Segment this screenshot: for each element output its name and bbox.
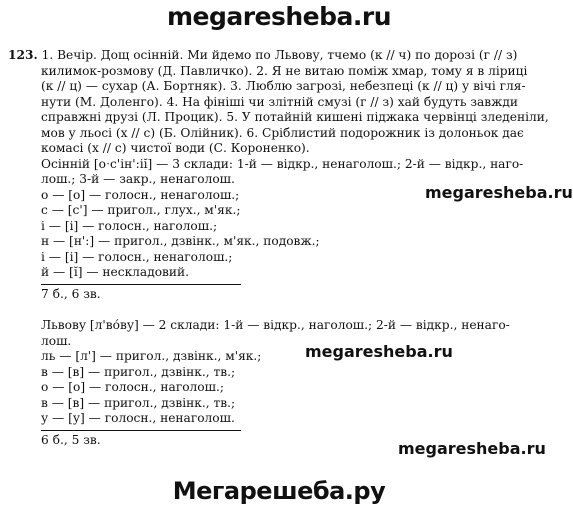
site-footer: Мегарешеба.ру	[172, 477, 386, 505]
analysis-line: у — [у] — голосн., ненаголош.	[41, 411, 235, 425]
analysis-line: в — [в] — пригол., дзвінк., тв.;	[41, 364, 236, 379]
exercise-number: 123.	[8, 48, 38, 62]
exercise-line: (к // ц) — сухар (А. Бортняк). 3. Люблю загрозі, небезпеці (к // ц) у вічі гля-	[41, 79, 526, 93]
analysis-line: лош.; 3-й — закр., ненаголош.	[41, 172, 235, 186]
analysis-line: і — [і] — голосн., наголош.;	[41, 218, 218, 233]
sound-count: 7 б., 6 зв.	[41, 286, 101, 301]
analysis-line: і — [і] — голосн., ненаголош.;	[41, 249, 233, 264]
exercise-line: нути (М. Доленго). 4. На фініші чи злітній смузі (г // з) хай будуть завжди	[41, 94, 518, 109]
sound-count: 6 б., 5 зв.	[41, 432, 101, 447]
analysis-line: й — [ĭ] — нескладовий.	[41, 265, 190, 279]
watermark: megaresheba.ru	[425, 183, 573, 202]
analysis-line: о — [о] — голосн., наголош.;	[41, 380, 224, 394]
analysis-line: Львову [л'во́ву] — 2 склади: 1-й — відкр., наголош.; 2-й — відкр., ненаго-	[41, 318, 510, 332]
analysis-line: Осінній [оˑс'ін':іĭ] — 3 склади: 1-й — відкр., ненаголош.; 2-й — відкр., наго-	[41, 156, 524, 171]
analysis-line: н — [н':] — пригол., дзвінк., м'як., подовж.;	[41, 234, 320, 248]
exercise-line	[8, 48, 548, 64]
exercise-line: комасі (х // с) чистої води (С. Короненко).	[41, 141, 310, 155]
exercise-line: килимок-розмову (Д. Павличко). 2. Я не витаю поміж хмар, тому я в ліриці	[41, 63, 528, 78]
divider-rule	[41, 430, 241, 431]
divider-rule	[41, 284, 241, 285]
analysis-line: с — [с'] — пригол., глух., м'як.;	[41, 203, 241, 217]
exercise-content	[8, 48, 548, 448]
analysis-line: лош.	[41, 333, 72, 348]
analysis-line: ль — [л'] — пригол., дзвінк., м'як.;	[41, 349, 262, 363]
exercise-line: мов у льосі (х // с) (Б. Олійник). 6. Сріблистий подорожник із долоньок дає	[41, 125, 524, 140]
site-header: megaresheba.ru	[166, 2, 392, 31]
watermark: megaresheba.ru	[305, 342, 453, 361]
exercise-text: 1. Вечір. Дощ осінній. Ми йдемо по Львову, тчемо (к // ч) по дорозі (г // з)	[41, 48, 518, 62]
watermark: megaresheba.ru	[398, 439, 546, 458]
analysis-line: в — [в] — пригол., дзвінк., тв.;	[41, 395, 236, 410]
analysis-line: о — [о] — голосн., ненаголош.;	[41, 187, 240, 202]
exercise-line: справжні друзі (Л. Процик). 5. У потайній кишені піджака червінці зледеніли,	[41, 110, 549, 124]
